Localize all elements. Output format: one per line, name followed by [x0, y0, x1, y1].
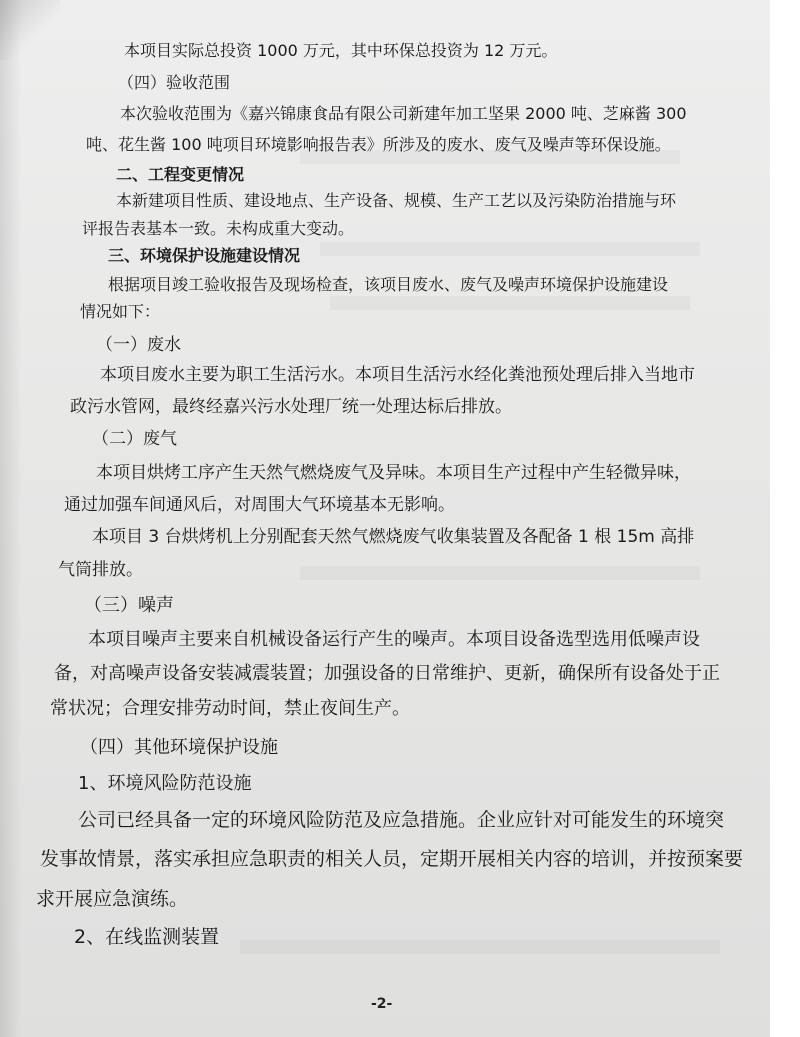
section-heading: （四）其他环境保护设施	[80, 737, 278, 758]
section-heading: （二）废气	[92, 429, 177, 449]
doc-line: 气筒排放。	[58, 560, 143, 580]
doc-line: 本新建项目性质、建设地点、生产设备、规模、生产工艺以及污染防治措施与环	[116, 191, 677, 210]
section-heading: （一）废水	[96, 335, 181, 355]
bleed-through	[240, 940, 720, 954]
doc-line: 根据项目竣工验收报告及现场检查，该项目废水、废气及噪声环境保护设施建设	[108, 275, 669, 294]
doc-line: 情况如下：	[80, 302, 161, 321]
section-heading: 2、在线监测装置	[74, 926, 220, 948]
doc-line: 备，对高噪声设备安装减震装置；加强设备的日常维护、更新，确保所有设备处于正	[54, 663, 720, 684]
edge-shadow	[0, 0, 22, 1037]
doc-line: 评报告表基本一致。未构成重大变动。	[82, 219, 355, 238]
doc-line: 本项目废水主要为职工生活污水。本项目生活污水经化粪池预处理后排入当地市	[100, 365, 695, 385]
doc-line: 发事故情景，落实承担应急职责的相关人员，定期开展相关内容的培训，并按预案要	[40, 848, 744, 870]
doc-line: 吨、花生酱 100 吨项目环境影响报告表》所涉及的废水、废气及噪声等环保设施。	[86, 135, 671, 154]
doc-line: 本项目实际总投资 1000 万元，其中环保总投资为 12 万元。	[124, 41, 558, 60]
section-heading: （四）验收范围	[118, 73, 231, 92]
section-heading: 1、环境风险防范设施	[78, 773, 252, 794]
bleed-through	[330, 296, 690, 310]
doc-line: 本次验收范围为《嘉兴锦康食品有限公司新建年加工坚果 2000 吨、芝麻酱 300	[120, 104, 687, 123]
doc-line: 求开展应急演练。	[36, 888, 189, 910]
bleed-through	[320, 242, 700, 256]
section-heading: （三）噪声	[84, 595, 174, 616]
doc-line: 常状况；合理安排劳动时间，禁止夜间生产。	[50, 698, 410, 719]
bleed-through	[300, 566, 700, 580]
doc-line: 本项目烘烤工序产生天然气燃烧废气及异味。本项目生产过程中产生轻微异味，	[96, 463, 691, 483]
doc-line: 本项目 3 台烘烤机上分别配套天然气燃烧废气收集装置及各配备 1 根 15m 高排	[92, 527, 695, 547]
doc-line: 政污水管网，最终经嘉兴污水处理厂统一处理达标后排放。	[70, 397, 512, 417]
section-heading: 三、环境保护设施建设情况	[108, 246, 301, 265]
doc-line: 通过加强车间通风后，对周围大气环境基本无影响。	[64, 495, 455, 515]
page-number: -2-	[371, 996, 393, 1012]
doc-line: 公司已经具备一定的环境风险防范及应急措施。企业应针对可能发生的环境突	[78, 809, 725, 831]
doc-line: 本项目噪声主要来自机械设备运行产生的噪声。本项目设备选型选用低噪声设	[88, 629, 700, 650]
section-heading: 二、工程变更情况	[116, 165, 245, 184]
